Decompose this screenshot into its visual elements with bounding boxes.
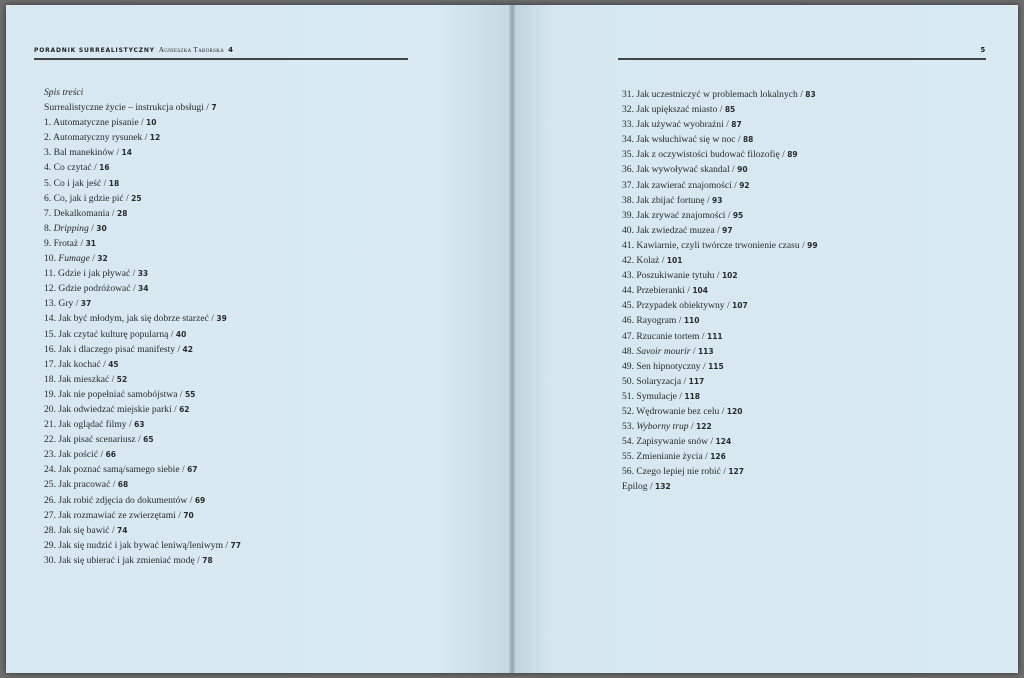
entry-page-number: 92 — [739, 180, 750, 190]
toc-entry — [44, 447, 241, 462]
toc-entry — [622, 298, 818, 313]
entry-title: 45. Przypadek obiektywny / — [622, 300, 733, 312]
toc-entry — [622, 147, 818, 162]
toc-entry — [44, 357, 241, 372]
entry-title: 30. Jak się ubierać i jak zmieniać modę / — [44, 554, 203, 566]
author-name: Agnieszka Taborska — [158, 46, 225, 54]
entry-title: 47. Rzucanie tortem / — [622, 330, 707, 342]
entry-title: 29. Jak się nudzić i jak bywać leniwą/leniwym / — [44, 539, 231, 551]
entry-title: / — [89, 253, 98, 265]
toc-entry — [622, 329, 818, 344]
toc-entry — [44, 296, 241, 311]
entry-page-number: 65 — [143, 435, 154, 445]
toc-entry — [622, 374, 818, 389]
entry-page-number: 7 — [211, 103, 217, 113]
entry-page-number: 66 — [105, 450, 116, 460]
entry-page-number: 69 — [194, 495, 206, 505]
toc-title: Spis treści — [44, 87, 84, 98]
entry-page-number: 30 — [96, 223, 107, 233]
entry-page-number: 124 — [715, 437, 732, 447]
toc-entry — [44, 281, 241, 296]
entry-page-number: 34 — [138, 284, 149, 294]
entry-title: 46. Rayogram / — [622, 315, 684, 327]
entry-title: / — [688, 421, 697, 433]
toc-entry — [44, 176, 241, 191]
entry-title: 43. Poszukiwanie tytułu / — [622, 270, 722, 282]
entry-title: 19. Jak nie popełniać samobójstwa / — [44, 388, 185, 400]
toc-entry — [622, 87, 818, 102]
toc-entry — [44, 508, 241, 523]
entry-title: 50. Solaryzacja / — [622, 375, 689, 387]
entry-title: 11. Gdzie i jak pływać / — [44, 268, 138, 280]
toc-entry — [44, 538, 241, 553]
entry-title: 13. Gry / — [44, 298, 81, 310]
entry-title: 33. Jak używać wyobraźni / — [622, 119, 732, 131]
toc-entry — [622, 479, 818, 494]
entry-prefix: 8. — [44, 222, 54, 234]
entry-title: 25. Jak pracować / — [44, 479, 118, 491]
entry-title: 24. Jak poznać samą/samego siebie / — [44, 464, 188, 476]
entry-title: 28. Jak się bawić / — [44, 524, 118, 536]
entry-title: Surrealistyczne życie – instrukcja obsługi / — [44, 102, 212, 114]
toc-entry — [622, 359, 818, 374]
entry-title: 1. Automatyczne pisanie / — [44, 117, 147, 129]
entry-page-number: 93 — [712, 195, 723, 205]
toc-entry — [44, 493, 241, 508]
toc-entry — [622, 117, 818, 132]
entry-page-number: 101 — [666, 256, 683, 266]
entry-page-number: 39 — [216, 314, 227, 324]
entry-title: 26. Jak robić zdjęcia do dokumentów / — [44, 494, 195, 506]
entry-title: 20. Jak odwiedzać miejskie parki / — [44, 403, 180, 415]
entry-title: 52. Wędrowanie bez celu / — [622, 405, 727, 417]
entry-page-number: 45 — [108, 359, 119, 369]
entry-page-number: 102 — [721, 271, 738, 281]
entry-page-number: 12 — [149, 133, 161, 143]
header-rule — [34, 58, 408, 60]
toc-entry — [622, 419, 818, 434]
entry-page-number: 25 — [131, 193, 142, 203]
toc-entry — [44, 523, 241, 538]
header-rule — [618, 58, 986, 60]
entry-prefix: 10. — [44, 253, 59, 265]
entry-page-number: 55 — [184, 389, 196, 399]
toc-entry — [44, 266, 241, 281]
toc-entry — [622, 464, 818, 479]
entry-page-number: 32 — [97, 254, 108, 264]
entry-page-number: 67 — [187, 465, 198, 475]
entry-page-number: 42 — [182, 344, 193, 354]
toc-entry — [622, 313, 818, 328]
entry-title: 4. Co czytać / — [44, 162, 100, 174]
toc-entry — [44, 236, 241, 251]
entry-title: 6. Co, jak i gdzie pić / — [44, 192, 132, 204]
entry-title: 55. Zmienianie życia / — [622, 451, 711, 463]
entry-title: 5. Co i jak jeść / — [44, 177, 109, 189]
entry-title: 38. Jak zbijać fortunę / — [622, 194, 713, 206]
entry-page-number: 10 — [146, 118, 157, 128]
entry-page-number: 83 — [805, 90, 816, 99]
entry-page-number: 97 — [722, 225, 733, 235]
entry-title: 7. Dekalkomania / — [44, 207, 117, 219]
entry-page-number: 127 — [728, 467, 744, 477]
entry-page-number: 28 — [117, 208, 128, 218]
entry-title: Epilog / — [622, 481, 656, 493]
toc-entry — [622, 223, 818, 238]
toc-entry — [622, 389, 818, 404]
entry-title: 14. Jak być młodym, jak się dobrze starzeć / — [44, 313, 217, 325]
entry-page-number: 89 — [787, 150, 798, 160]
toc-entry — [622, 449, 818, 464]
entry-page-number: 110 — [683, 316, 700, 326]
entry-title-italic: Wyborny trup — [636, 421, 689, 433]
toc-entry — [622, 193, 818, 208]
entry-prefix: 48. — [622, 345, 637, 357]
entry-title: 9. Frotaż / — [44, 237, 86, 249]
entry-title-italic: Savoir mourir — [636, 345, 691, 357]
entry-title: 37. Jak zawierać znajomości / — [622, 179, 740, 191]
entry-page-number: 31 — [85, 238, 97, 248]
entry-title: 36. Jak wywoływać skandal / — [622, 164, 738, 176]
table-of-contents — [44, 85, 241, 568]
entry-title: 23. Jak pościć / — [44, 449, 106, 461]
entry-page-number: 52 — [116, 374, 128, 384]
entry-page-number: 78 — [202, 555, 213, 565]
toc-entry — [44, 100, 241, 115]
entry-title: 42. Kolaż / — [622, 255, 667, 267]
toc-entry — [44, 553, 241, 568]
toc-entry — [44, 206, 241, 221]
entry-page-number: 62 — [179, 404, 190, 414]
toc-entry — [622, 102, 818, 117]
entry-title: 12. Gdzie podróżować / — [44, 283, 139, 295]
entry-page-number: 70 — [183, 510, 194, 520]
entry-page-number: 107 — [732, 301, 748, 311]
entry-page-number: 87 — [731, 120, 742, 130]
entry-title: 17. Jak kochać / — [44, 358, 109, 370]
toc-entry — [622, 162, 818, 177]
toc-entry — [44, 342, 241, 357]
entry-title-italic: Fumage — [58, 253, 90, 265]
entry-page-number: 118 — [684, 391, 701, 401]
running-header — [976, 46, 986, 54]
entry-title: 34. Jak wsłuchiwać się w noc / — [622, 134, 743, 146]
book-gutter — [509, 5, 515, 673]
toc-entry — [44, 372, 241, 387]
entry-page-number: 111 — [707, 331, 723, 341]
entry-page-number: 68 — [117, 480, 129, 490]
right-page — [512, 5, 1018, 673]
entry-title: 51. Symulacje / — [622, 390, 685, 402]
toc-entry — [44, 311, 241, 326]
toc-entry — [44, 327, 241, 342]
entry-page-number: 74 — [117, 525, 128, 535]
toc-entry — [44, 221, 241, 236]
toc-entry — [44, 251, 241, 266]
toc-entry — [44, 145, 241, 160]
book-title: PORADNIK SURREALISTYCZNY — [34, 47, 155, 54]
entry-page-number: 33 — [137, 269, 149, 279]
toc-entry — [622, 404, 818, 419]
entry-page-number: 132 — [655, 482, 671, 492]
toc-entry — [44, 191, 241, 206]
toc-entry — [44, 462, 241, 477]
toc-entry — [44, 432, 241, 447]
table-of-contents-continued — [622, 87, 818, 495]
entry-page-number: 85 — [724, 105, 736, 115]
entry-title: 54. Zapisywanie snów / — [622, 436, 716, 448]
entry-title: 41. Kawiarnie, czyli twórcze trwonienie czasu / — [622, 239, 808, 251]
entry-title: 39. Jak zrywać znajomości / — [622, 209, 733, 221]
entry-title: 35. Jak z oczywistości budować filozofię / — [622, 149, 788, 161]
entry-title: 18. Jak mieszkać / — [44, 373, 117, 385]
entry-title: 40. Jak zwiedzać muzea / — [622, 224, 723, 236]
entry-title: 15. Jak czytać kulturę popularną / — [44, 328, 176, 340]
entry-page-number: 77 — [230, 540, 241, 550]
toc-entry — [44, 417, 241, 432]
entry-page-number: 104 — [692, 286, 708, 296]
entry-page-number: 126 — [710, 452, 726, 462]
entry-title: 44. Przebieranki / — [622, 285, 693, 297]
entry-page-number: 90 — [737, 165, 748, 175]
book-spread — [6, 5, 1018, 673]
toc-entry — [44, 130, 241, 145]
left-page — [6, 5, 512, 673]
toc-entry — [622, 268, 818, 283]
entry-title: / — [88, 222, 97, 234]
entry-page-number: 16 — [99, 163, 110, 173]
entry-title: 3. Bal manekinów / — [44, 147, 122, 159]
entry-prefix: 53. — [622, 421, 637, 433]
entry-page-number: 14 — [121, 148, 132, 158]
toc-entry — [622, 208, 818, 223]
entry-page-number: 88 — [742, 135, 754, 145]
entry-page-number: 120 — [726, 406, 743, 416]
entry-page-number: 40 — [175, 329, 187, 339]
toc-entry — [622, 178, 818, 193]
page-number: 4 — [228, 46, 234, 54]
toc-entry — [622, 344, 818, 359]
entry-page-number: 37 — [80, 299, 92, 309]
entry-title: 32. Jak upiększać miasto / — [622, 104, 725, 116]
entry-title: 21. Jak oglądać filmy / — [44, 419, 135, 431]
entry-title: / — [690, 345, 698, 357]
entry-page-number: 95 — [732, 210, 744, 220]
entry-title: 31. Jak uczestniczyć w problemach lokalnych / — [622, 89, 806, 100]
toc-entry — [622, 132, 818, 147]
entry-page-number: 113 — [697, 346, 714, 356]
entry-page-number: 115 — [708, 361, 724, 371]
entry-title: 2. Automatyczny rysunek / — [44, 132, 150, 144]
entry-title: 56. Czego lepiej nie robić / — [622, 466, 729, 478]
page-number: 5 — [980, 46, 986, 54]
entry-page-number: 117 — [688, 376, 705, 386]
toc-entry — [622, 283, 818, 298]
entry-title: 16. Jak i dlaczego pisać manifesty / — [44, 343, 183, 355]
toc-entry — [44, 115, 241, 130]
entry-title: 49. Sen hipnotyczny / — [622, 360, 709, 372]
entry-title-italic: Dripping — [53, 222, 89, 234]
toc-entry — [622, 253, 818, 268]
entry-title: 27. Jak rozmawiać ze zwierzętami / — [44, 509, 184, 521]
toc-entry — [622, 238, 818, 253]
entry-page-number: 63 — [134, 420, 145, 430]
toc-entry — [44, 402, 241, 417]
entry-page-number: 99 — [807, 240, 818, 250]
toc-entry — [44, 160, 241, 175]
toc-entry — [622, 434, 818, 449]
entry-page-number: 122 — [696, 422, 712, 432]
entry-title: 22. Jak pisać scenariusz / — [44, 434, 144, 446]
entry-page-number: 18 — [108, 178, 120, 188]
running-header — [34, 46, 234, 54]
toc-entry — [44, 477, 241, 492]
toc-entry — [44, 387, 241, 402]
